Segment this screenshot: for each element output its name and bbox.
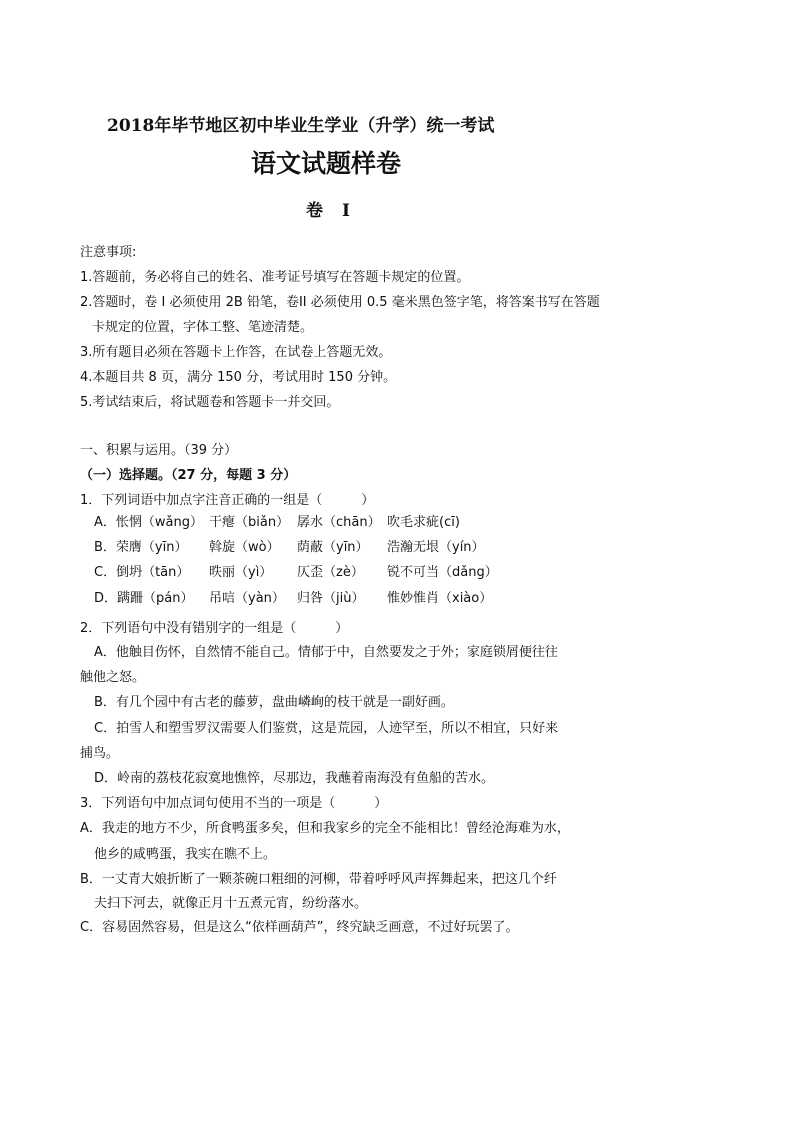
question-2-stem: 2．下列语句中没有错别字的一组是（ ） — [80, 621, 349, 636]
option-word: 吹毛求疵(cī) — [387, 515, 460, 530]
option-word: C．倒坍（tān） — [94, 565, 190, 580]
option-word: 孱水（chān） — [297, 515, 381, 530]
paper-title: 语文试题样卷 — [251, 149, 402, 178]
option-word: 浩瀚无垠（yín） — [387, 540, 485, 555]
option-word: D．蹒跚（pán） — [94, 591, 194, 606]
question-3-option-a: A．我走的地方不少，所食鸭蛋多矣，但和我家乡的完全不能相比！曾经沧海难为水， — [80, 821, 570, 836]
note-1: 1.答题前，务必将自己的姓名、准考证号填写在答题卡规定的位置。 — [80, 270, 470, 285]
notes-heading: 注意事项: — [80, 245, 137, 260]
option-word: B．荣膺（yīn） — [94, 540, 188, 555]
note-2: 2.答题时，卷 I 必须使用 2B 铅笔，卷II 必须使用 0.5 毫米黑色签字笔，将答案书写在答题 — [80, 295, 600, 310]
note-3: 3.所有题目必须在答题卡上作答，在试卷上答题无效。 — [80, 345, 392, 360]
question-2-option-c-continued: 捕鸟。 — [80, 746, 120, 761]
option-word: A．怅惘（wǎng） — [94, 515, 203, 530]
question-3-stem: 3．下列语句中加点词句使用不当的一项是（ ） — [80, 796, 388, 811]
question-2-option-a: A．他触目伤怀，自然情不能自己。情郁于中，自然要发之于外；家庭锁屑便往往 — [94, 645, 558, 660]
option-word: 斡旋（wò） — [209, 540, 280, 555]
note-4: 4.本题目共 8 页，满分 150 分，考试用时 150 分钟。 — [80, 370, 397, 385]
subsection-heading: （一）选择题。（27 分，每题 3 分） — [80, 468, 297, 483]
section-heading: 一、积累与运用。（39 分） — [80, 443, 238, 458]
option-word: 锐不可当（dǎng） — [387, 565, 498, 580]
option-word: 荫蔽（yīn） — [297, 540, 369, 555]
question-3-option-b: B．一丈青大娘折断了一颗茶碗口粗细的河柳，带着呼呼风声挥舞起来，把这几个纤 — [80, 872, 557, 887]
question-2-option-c: C．拍雪人和塑雪罗汉需要人们鉴赏，这是荒园，人迹罕至，所以不相宜，只好来 — [94, 721, 559, 736]
exam-title: 2018年毕节地区初中毕业生学业（升学）统一考试 — [107, 116, 495, 136]
option-word: 归咎（jiù） — [297, 591, 365, 606]
question-2-option-b: B．有几个园中有古老的藤萝，盘曲嶙峋的枝干就是一副好画。 — [94, 695, 454, 710]
option-word: 昳丽（yì） — [209, 565, 273, 580]
volume-label: 卷 I — [306, 201, 351, 221]
option-word: 仄歪（zè） — [297, 565, 364, 580]
question-2-option-a-continued: 触他之怒。 — [80, 670, 146, 685]
option-word: 干瘪（biǎn） — [209, 515, 290, 530]
question-2-option-d: D．岭南的荔枝花寂寞地憔悴，尽那边，我蘸着南海没有鱼船的苦水。 — [94, 771, 495, 786]
option-word: 惟妙惟肖（xiào） — [387, 591, 493, 606]
question-3-option-a-continued: 他乡的咸鸭蛋，我实在瞧不上。 — [94, 847, 277, 862]
question-3-option-b-continued: 夫扫下河去，就像正月十五煮元宵，纷纷落水。 — [94, 896, 368, 911]
option-word: 吊唁（yàn） — [209, 591, 285, 606]
note-2-continued: 卡规定的位置，字体工整、笔迹清楚。 — [92, 320, 314, 335]
question-3-option-c: C．容易固然容易，但是这么“依样画葫芦”，终究缺乏画意，不过好玩罢了。 — [80, 920, 519, 935]
question-1-stem: 1．下列词语中加点字注音正确的一组是（ ） — [80, 493, 375, 508]
note-5: 5.考试结束后，将试题卷和答题卡一并交回。 — [80, 395, 340, 410]
